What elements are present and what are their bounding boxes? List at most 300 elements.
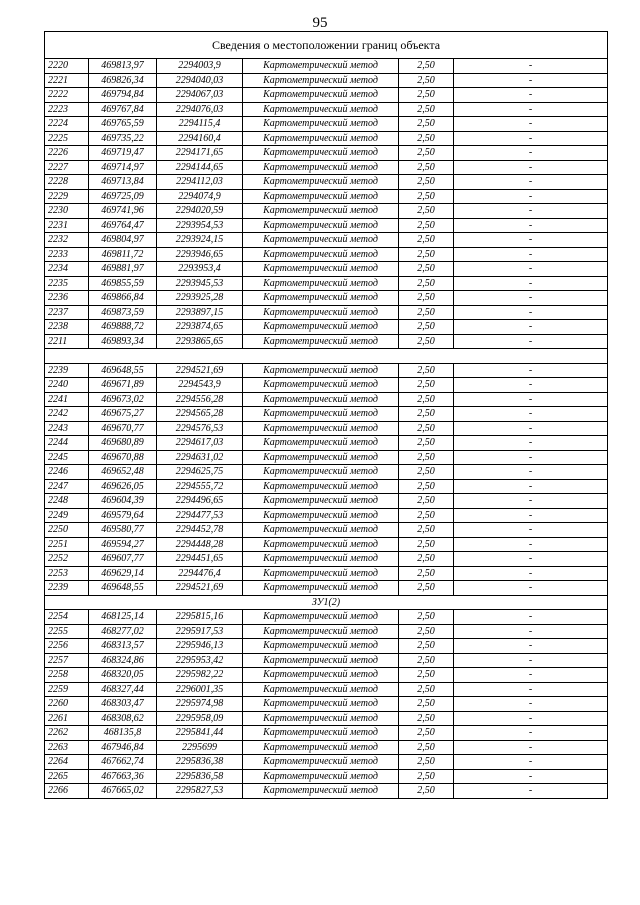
note: - bbox=[454, 204, 608, 219]
table-row bbox=[45, 305, 608, 320]
accuracy: 2,50 bbox=[399, 233, 454, 248]
method: Картометрический метод bbox=[243, 262, 399, 277]
table-row bbox=[45, 88, 608, 103]
note: - bbox=[454, 305, 608, 320]
accuracy: 2,50 bbox=[399, 465, 454, 480]
coord-y: 2293945,53 bbox=[157, 276, 243, 291]
coord-x: 467665,02 bbox=[89, 784, 157, 799]
coord-x: 468277,02 bbox=[89, 624, 157, 639]
coord-x: 469648,55 bbox=[89, 581, 157, 596]
accuracy: 2,50 bbox=[399, 392, 454, 407]
coord-x: 469652,48 bbox=[89, 465, 157, 480]
coord-y: 2295815,16 bbox=[157, 610, 243, 625]
table-row bbox=[45, 450, 608, 465]
coord-x: 469604,39 bbox=[89, 494, 157, 509]
method: Картометрический метод bbox=[243, 668, 399, 683]
method: Картометрический метод bbox=[243, 146, 399, 161]
section-label: ЗУ1(2) bbox=[45, 595, 608, 610]
coord-y: 2294076,03 bbox=[157, 102, 243, 117]
coord-x: 469826,34 bbox=[89, 73, 157, 88]
coord-y: 2294576,53 bbox=[157, 421, 243, 436]
point-number: 2247 bbox=[45, 479, 89, 494]
coord-y: 2294543,9 bbox=[157, 378, 243, 393]
point-number: 2239 bbox=[45, 581, 89, 596]
table-row bbox=[45, 508, 608, 523]
point-number: 2235 bbox=[45, 276, 89, 291]
coord-x: 469794,84 bbox=[89, 88, 157, 103]
method: Картометрический метод bbox=[243, 494, 399, 509]
coord-x: 469673,02 bbox=[89, 392, 157, 407]
note: - bbox=[454, 247, 608, 262]
coord-x: 469873,59 bbox=[89, 305, 157, 320]
table-row bbox=[45, 740, 608, 755]
coord-x: 469719,47 bbox=[89, 146, 157, 161]
accuracy: 2,50 bbox=[399, 102, 454, 117]
accuracy: 2,50 bbox=[399, 494, 454, 509]
coord-x: 468320,05 bbox=[89, 668, 157, 683]
method: Картометрический метод bbox=[243, 378, 399, 393]
table-row bbox=[45, 494, 608, 509]
boundary-coordinates-table bbox=[44, 31, 608, 799]
coord-y: 2294144,65 bbox=[157, 160, 243, 175]
coord-x: 469580,77 bbox=[89, 523, 157, 538]
coord-y: 2293924,15 bbox=[157, 233, 243, 248]
coord-y: 2296001,35 bbox=[157, 682, 243, 697]
note: - bbox=[454, 740, 608, 755]
coord-x: 469813,97 bbox=[89, 59, 157, 74]
note: - bbox=[454, 73, 608, 88]
coord-x: 468308,62 bbox=[89, 711, 157, 726]
accuracy: 2,50 bbox=[399, 639, 454, 654]
note: - bbox=[454, 276, 608, 291]
table-row bbox=[45, 204, 608, 219]
coord-x: 469741,96 bbox=[89, 204, 157, 219]
note: - bbox=[454, 59, 608, 74]
accuracy: 2,50 bbox=[399, 131, 454, 146]
coord-y: 2295953,42 bbox=[157, 653, 243, 668]
point-number: 2245 bbox=[45, 450, 89, 465]
table-row bbox=[45, 378, 608, 393]
point-number: 2236 bbox=[45, 291, 89, 306]
point-number: 2253 bbox=[45, 566, 89, 581]
accuracy: 2,50 bbox=[399, 160, 454, 175]
point-number: 2244 bbox=[45, 436, 89, 451]
accuracy: 2,50 bbox=[399, 363, 454, 378]
note: - bbox=[454, 160, 608, 175]
coord-x: 469675,27 bbox=[89, 407, 157, 422]
accuracy: 2,50 bbox=[399, 755, 454, 770]
table-row bbox=[45, 233, 608, 248]
table-row bbox=[45, 407, 608, 422]
method: Картометрический метод bbox=[243, 610, 399, 625]
method: Картометрический метод bbox=[243, 479, 399, 494]
section-header bbox=[45, 595, 608, 610]
coord-y: 2294160,4 bbox=[157, 131, 243, 146]
method: Картометрический метод bbox=[243, 566, 399, 581]
point-number: 2228 bbox=[45, 175, 89, 190]
method: Картометрический метод bbox=[243, 117, 399, 132]
coord-y: 2294625,75 bbox=[157, 465, 243, 480]
method: Картометрический метод bbox=[243, 755, 399, 770]
table-row bbox=[45, 320, 608, 335]
coord-y: 2294476,4 bbox=[157, 566, 243, 581]
accuracy: 2,50 bbox=[399, 711, 454, 726]
method: Картометрический метод bbox=[243, 305, 399, 320]
coord-y: 2293925,28 bbox=[157, 291, 243, 306]
table-row bbox=[45, 566, 608, 581]
table-row bbox=[45, 523, 608, 538]
note: - bbox=[454, 465, 608, 480]
note: - bbox=[454, 784, 608, 799]
note: - bbox=[454, 218, 608, 233]
accuracy: 2,50 bbox=[399, 421, 454, 436]
accuracy: 2,50 bbox=[399, 479, 454, 494]
coord-y: 2293946,65 bbox=[157, 247, 243, 262]
table-row bbox=[45, 392, 608, 407]
coord-y: 2293865,65 bbox=[157, 334, 243, 349]
coord-x: 469579,64 bbox=[89, 508, 157, 523]
coord-y: 2294477,53 bbox=[157, 508, 243, 523]
accuracy: 2,50 bbox=[399, 668, 454, 683]
table-row bbox=[45, 436, 608, 451]
method: Картометрический метод bbox=[243, 102, 399, 117]
accuracy: 2,50 bbox=[399, 175, 454, 190]
page-number: 95 bbox=[312, 15, 328, 31]
accuracy: 2,50 bbox=[399, 291, 454, 306]
note: - bbox=[454, 508, 608, 523]
accuracy: 2,50 bbox=[399, 117, 454, 132]
table-row bbox=[45, 581, 608, 596]
method: Картометрический метод bbox=[243, 392, 399, 407]
table-row bbox=[45, 276, 608, 291]
coord-x: 469594,27 bbox=[89, 537, 157, 552]
coord-x: 469626,05 bbox=[89, 479, 157, 494]
coord-x: 468324,86 bbox=[89, 653, 157, 668]
point-number: 2234 bbox=[45, 262, 89, 277]
method: Картометрический метод bbox=[243, 682, 399, 697]
table-row bbox=[45, 175, 608, 190]
coord-y: 2294115,4 bbox=[157, 117, 243, 132]
accuracy: 2,50 bbox=[399, 537, 454, 552]
coord-y: 2295836,58 bbox=[157, 769, 243, 784]
coord-x: 468327,44 bbox=[89, 682, 157, 697]
method: Картометрический метод bbox=[243, 552, 399, 567]
point-number: 2243 bbox=[45, 421, 89, 436]
accuracy: 2,50 bbox=[399, 697, 454, 712]
point-number: 2264 bbox=[45, 755, 89, 770]
note: - bbox=[454, 755, 608, 770]
accuracy: 2,50 bbox=[399, 146, 454, 161]
table-row bbox=[45, 102, 608, 117]
accuracy: 2,50 bbox=[399, 320, 454, 335]
coord-y: 2294555,72 bbox=[157, 479, 243, 494]
coord-y: 2294003,9 bbox=[157, 59, 243, 74]
method: Картометрический метод bbox=[243, 247, 399, 262]
point-number: 2220 bbox=[45, 59, 89, 74]
accuracy: 2,50 bbox=[399, 334, 454, 349]
method: Картометрический метод bbox=[243, 697, 399, 712]
table-row bbox=[45, 59, 608, 74]
point-number: 2266 bbox=[45, 784, 89, 799]
coord-y: 2295827,53 bbox=[157, 784, 243, 799]
note: - bbox=[454, 320, 608, 335]
point-number: 2254 bbox=[45, 610, 89, 625]
accuracy: 2,50 bbox=[399, 436, 454, 451]
note: - bbox=[454, 479, 608, 494]
table-row bbox=[45, 465, 608, 480]
note: - bbox=[454, 552, 608, 567]
point-number: 2265 bbox=[45, 769, 89, 784]
method: Картометрический метод bbox=[243, 653, 399, 668]
table-row bbox=[45, 726, 608, 741]
table-row bbox=[45, 697, 608, 712]
coord-y: 2293954,53 bbox=[157, 218, 243, 233]
point-number: 2261 bbox=[45, 711, 89, 726]
note: - bbox=[454, 117, 608, 132]
method: Картометрический метод bbox=[243, 189, 399, 204]
coord-x: 468303,47 bbox=[89, 697, 157, 712]
coord-x: 469893,34 bbox=[89, 334, 157, 349]
coord-x: 469648,55 bbox=[89, 363, 157, 378]
point-number: 2227 bbox=[45, 160, 89, 175]
method: Картометрический метод bbox=[243, 523, 399, 538]
coord-y: 2294112,03 bbox=[157, 175, 243, 190]
point-number: 2242 bbox=[45, 407, 89, 422]
method: Картометрический метод bbox=[243, 421, 399, 436]
table-row bbox=[45, 117, 608, 132]
table-row bbox=[45, 218, 608, 233]
note: - bbox=[454, 189, 608, 204]
method: Картометрический метод bbox=[243, 131, 399, 146]
coord-y: 2294020,59 bbox=[157, 204, 243, 219]
coord-x: 469714,97 bbox=[89, 160, 157, 175]
accuracy: 2,50 bbox=[399, 682, 454, 697]
point-number: 2211 bbox=[45, 334, 89, 349]
note: - bbox=[454, 334, 608, 349]
point-number: 2221 bbox=[45, 73, 89, 88]
coord-y: 2295974,98 bbox=[157, 697, 243, 712]
coord-y: 2294565,28 bbox=[157, 407, 243, 422]
point-number: 2237 bbox=[45, 305, 89, 320]
accuracy: 2,50 bbox=[399, 262, 454, 277]
coord-x: 468135,8 bbox=[89, 726, 157, 741]
note: - bbox=[454, 697, 608, 712]
method: Картометрический метод bbox=[243, 218, 399, 233]
table-row bbox=[45, 639, 608, 654]
point-number: 2226 bbox=[45, 146, 89, 161]
coord-y: 2294631,02 bbox=[157, 450, 243, 465]
accuracy: 2,50 bbox=[399, 740, 454, 755]
method: Картометрический метод bbox=[243, 769, 399, 784]
coord-y: 2295836,38 bbox=[157, 755, 243, 770]
point-number: 2241 bbox=[45, 392, 89, 407]
coord-x: 469725,09 bbox=[89, 189, 157, 204]
accuracy: 2,50 bbox=[399, 88, 454, 103]
table-row bbox=[45, 769, 608, 784]
note: - bbox=[454, 233, 608, 248]
accuracy: 2,50 bbox=[399, 218, 454, 233]
note: - bbox=[454, 102, 608, 117]
table-row bbox=[45, 262, 608, 277]
point-number: 2232 bbox=[45, 233, 89, 248]
table-row bbox=[45, 146, 608, 161]
accuracy: 2,50 bbox=[399, 450, 454, 465]
coord-x: 469671,89 bbox=[89, 378, 157, 393]
table-row bbox=[45, 291, 608, 306]
note: - bbox=[454, 523, 608, 538]
accuracy: 2,50 bbox=[399, 523, 454, 538]
coord-x: 467663,36 bbox=[89, 769, 157, 784]
method: Картометрический метод bbox=[243, 407, 399, 422]
note: - bbox=[454, 88, 608, 103]
coord-y: 2295917,53 bbox=[157, 624, 243, 639]
point-number: 2262 bbox=[45, 726, 89, 741]
table-row bbox=[45, 755, 608, 770]
note: - bbox=[454, 146, 608, 161]
coord-x: 469713,84 bbox=[89, 175, 157, 190]
method: Картометрический метод bbox=[243, 73, 399, 88]
method: Картометрический метод bbox=[243, 175, 399, 190]
note: - bbox=[454, 610, 608, 625]
note: - bbox=[454, 436, 608, 451]
table-row bbox=[45, 247, 608, 262]
point-number: 2260 bbox=[45, 697, 89, 712]
point-number: 2255 bbox=[45, 624, 89, 639]
point-number: 2246 bbox=[45, 465, 89, 480]
note: - bbox=[454, 581, 608, 596]
accuracy: 2,50 bbox=[399, 73, 454, 88]
accuracy: 2,50 bbox=[399, 624, 454, 639]
coord-x: 469735,22 bbox=[89, 131, 157, 146]
point-number: 2252 bbox=[45, 552, 89, 567]
table-row bbox=[45, 131, 608, 146]
method: Картометрический метод bbox=[243, 450, 399, 465]
coord-y: 2294617,03 bbox=[157, 436, 243, 451]
coord-x: 469866,84 bbox=[89, 291, 157, 306]
coord-y: 2295946,13 bbox=[157, 639, 243, 654]
table-row bbox=[45, 784, 608, 799]
accuracy: 2,50 bbox=[399, 769, 454, 784]
point-number: 2224 bbox=[45, 117, 89, 132]
accuracy: 2,50 bbox=[399, 784, 454, 799]
point-number: 2257 bbox=[45, 653, 89, 668]
coord-x: 469881,97 bbox=[89, 262, 157, 277]
note: - bbox=[454, 682, 608, 697]
point-number: 2250 bbox=[45, 523, 89, 538]
accuracy: 2,50 bbox=[399, 276, 454, 291]
point-number: 2240 bbox=[45, 378, 89, 393]
accuracy: 2,50 bbox=[399, 189, 454, 204]
note: - bbox=[454, 291, 608, 306]
point-number: 2230 bbox=[45, 204, 89, 219]
point-number: 2238 bbox=[45, 320, 89, 335]
accuracy: 2,50 bbox=[399, 566, 454, 581]
method: Картометрический метод bbox=[243, 291, 399, 306]
note: - bbox=[454, 537, 608, 552]
coord-y: 2294074,9 bbox=[157, 189, 243, 204]
note: - bbox=[454, 711, 608, 726]
coord-x: 468313,57 bbox=[89, 639, 157, 654]
accuracy: 2,50 bbox=[399, 552, 454, 567]
method: Картометрический метод bbox=[243, 711, 399, 726]
coord-x: 469811,72 bbox=[89, 247, 157, 262]
accuracy: 2,50 bbox=[399, 581, 454, 596]
table-row bbox=[45, 160, 608, 175]
note: - bbox=[454, 769, 608, 784]
method: Картометрический метод bbox=[243, 624, 399, 639]
note: - bbox=[454, 668, 608, 683]
coord-y: 2295982,22 bbox=[157, 668, 243, 683]
method: Картометрический метод bbox=[243, 334, 399, 349]
table-row bbox=[45, 682, 608, 697]
coord-y: 2294496,65 bbox=[157, 494, 243, 509]
coord-y: 2293953,4 bbox=[157, 262, 243, 277]
table-row bbox=[45, 421, 608, 436]
coord-x: 469670,88 bbox=[89, 450, 157, 465]
note: - bbox=[454, 392, 608, 407]
method: Картометрический метод bbox=[243, 88, 399, 103]
coord-x: 469765,59 bbox=[89, 117, 157, 132]
table-row bbox=[45, 653, 608, 668]
coord-y: 2294448,28 bbox=[157, 537, 243, 552]
point-number: 2222 bbox=[45, 88, 89, 103]
point-number: 2259 bbox=[45, 682, 89, 697]
method: Картометрический метод bbox=[243, 320, 399, 335]
coord-x: 469764,47 bbox=[89, 218, 157, 233]
note: - bbox=[454, 624, 608, 639]
method: Картометрический метод bbox=[243, 508, 399, 523]
table-row bbox=[45, 711, 608, 726]
table-title-row bbox=[45, 32, 608, 59]
point-number: 2251 bbox=[45, 537, 89, 552]
note: - bbox=[454, 421, 608, 436]
accuracy: 2,50 bbox=[399, 305, 454, 320]
note: - bbox=[454, 407, 608, 422]
note: - bbox=[454, 363, 608, 378]
coord-y: 2295841,44 bbox=[157, 726, 243, 741]
note: - bbox=[454, 450, 608, 465]
method: Картометрический метод bbox=[243, 436, 399, 451]
point-number: 2223 bbox=[45, 102, 89, 117]
table-title: Сведения о местоположении границ объекта bbox=[45, 32, 608, 59]
coord-y: 2295958,09 bbox=[157, 711, 243, 726]
accuracy: 2,50 bbox=[399, 407, 454, 422]
note: - bbox=[454, 494, 608, 509]
coord-x: 467946,84 bbox=[89, 740, 157, 755]
coord-x: 469888,72 bbox=[89, 320, 157, 335]
coord-x: 469855,59 bbox=[89, 276, 157, 291]
note: - bbox=[454, 566, 608, 581]
coord-x: 469680,89 bbox=[89, 436, 157, 451]
note: - bbox=[454, 653, 608, 668]
coord-y: 2294452,78 bbox=[157, 523, 243, 538]
accuracy: 2,50 bbox=[399, 508, 454, 523]
coord-x: 469629,14 bbox=[89, 566, 157, 581]
coord-x: 469767,84 bbox=[89, 102, 157, 117]
note: - bbox=[454, 131, 608, 146]
table-row bbox=[45, 73, 608, 88]
method: Картометрический метод bbox=[243, 160, 399, 175]
accuracy: 2,50 bbox=[399, 726, 454, 741]
method: Картометрический метод bbox=[243, 465, 399, 480]
method: Картометрический метод bbox=[243, 639, 399, 654]
point-number: 2258 bbox=[45, 668, 89, 683]
coord-y: 2294171,65 bbox=[157, 146, 243, 161]
coord-y: 2294521,69 bbox=[157, 581, 243, 596]
accuracy: 2,50 bbox=[399, 610, 454, 625]
coord-x: 469607,77 bbox=[89, 552, 157, 567]
method: Картометрический метод bbox=[243, 784, 399, 799]
